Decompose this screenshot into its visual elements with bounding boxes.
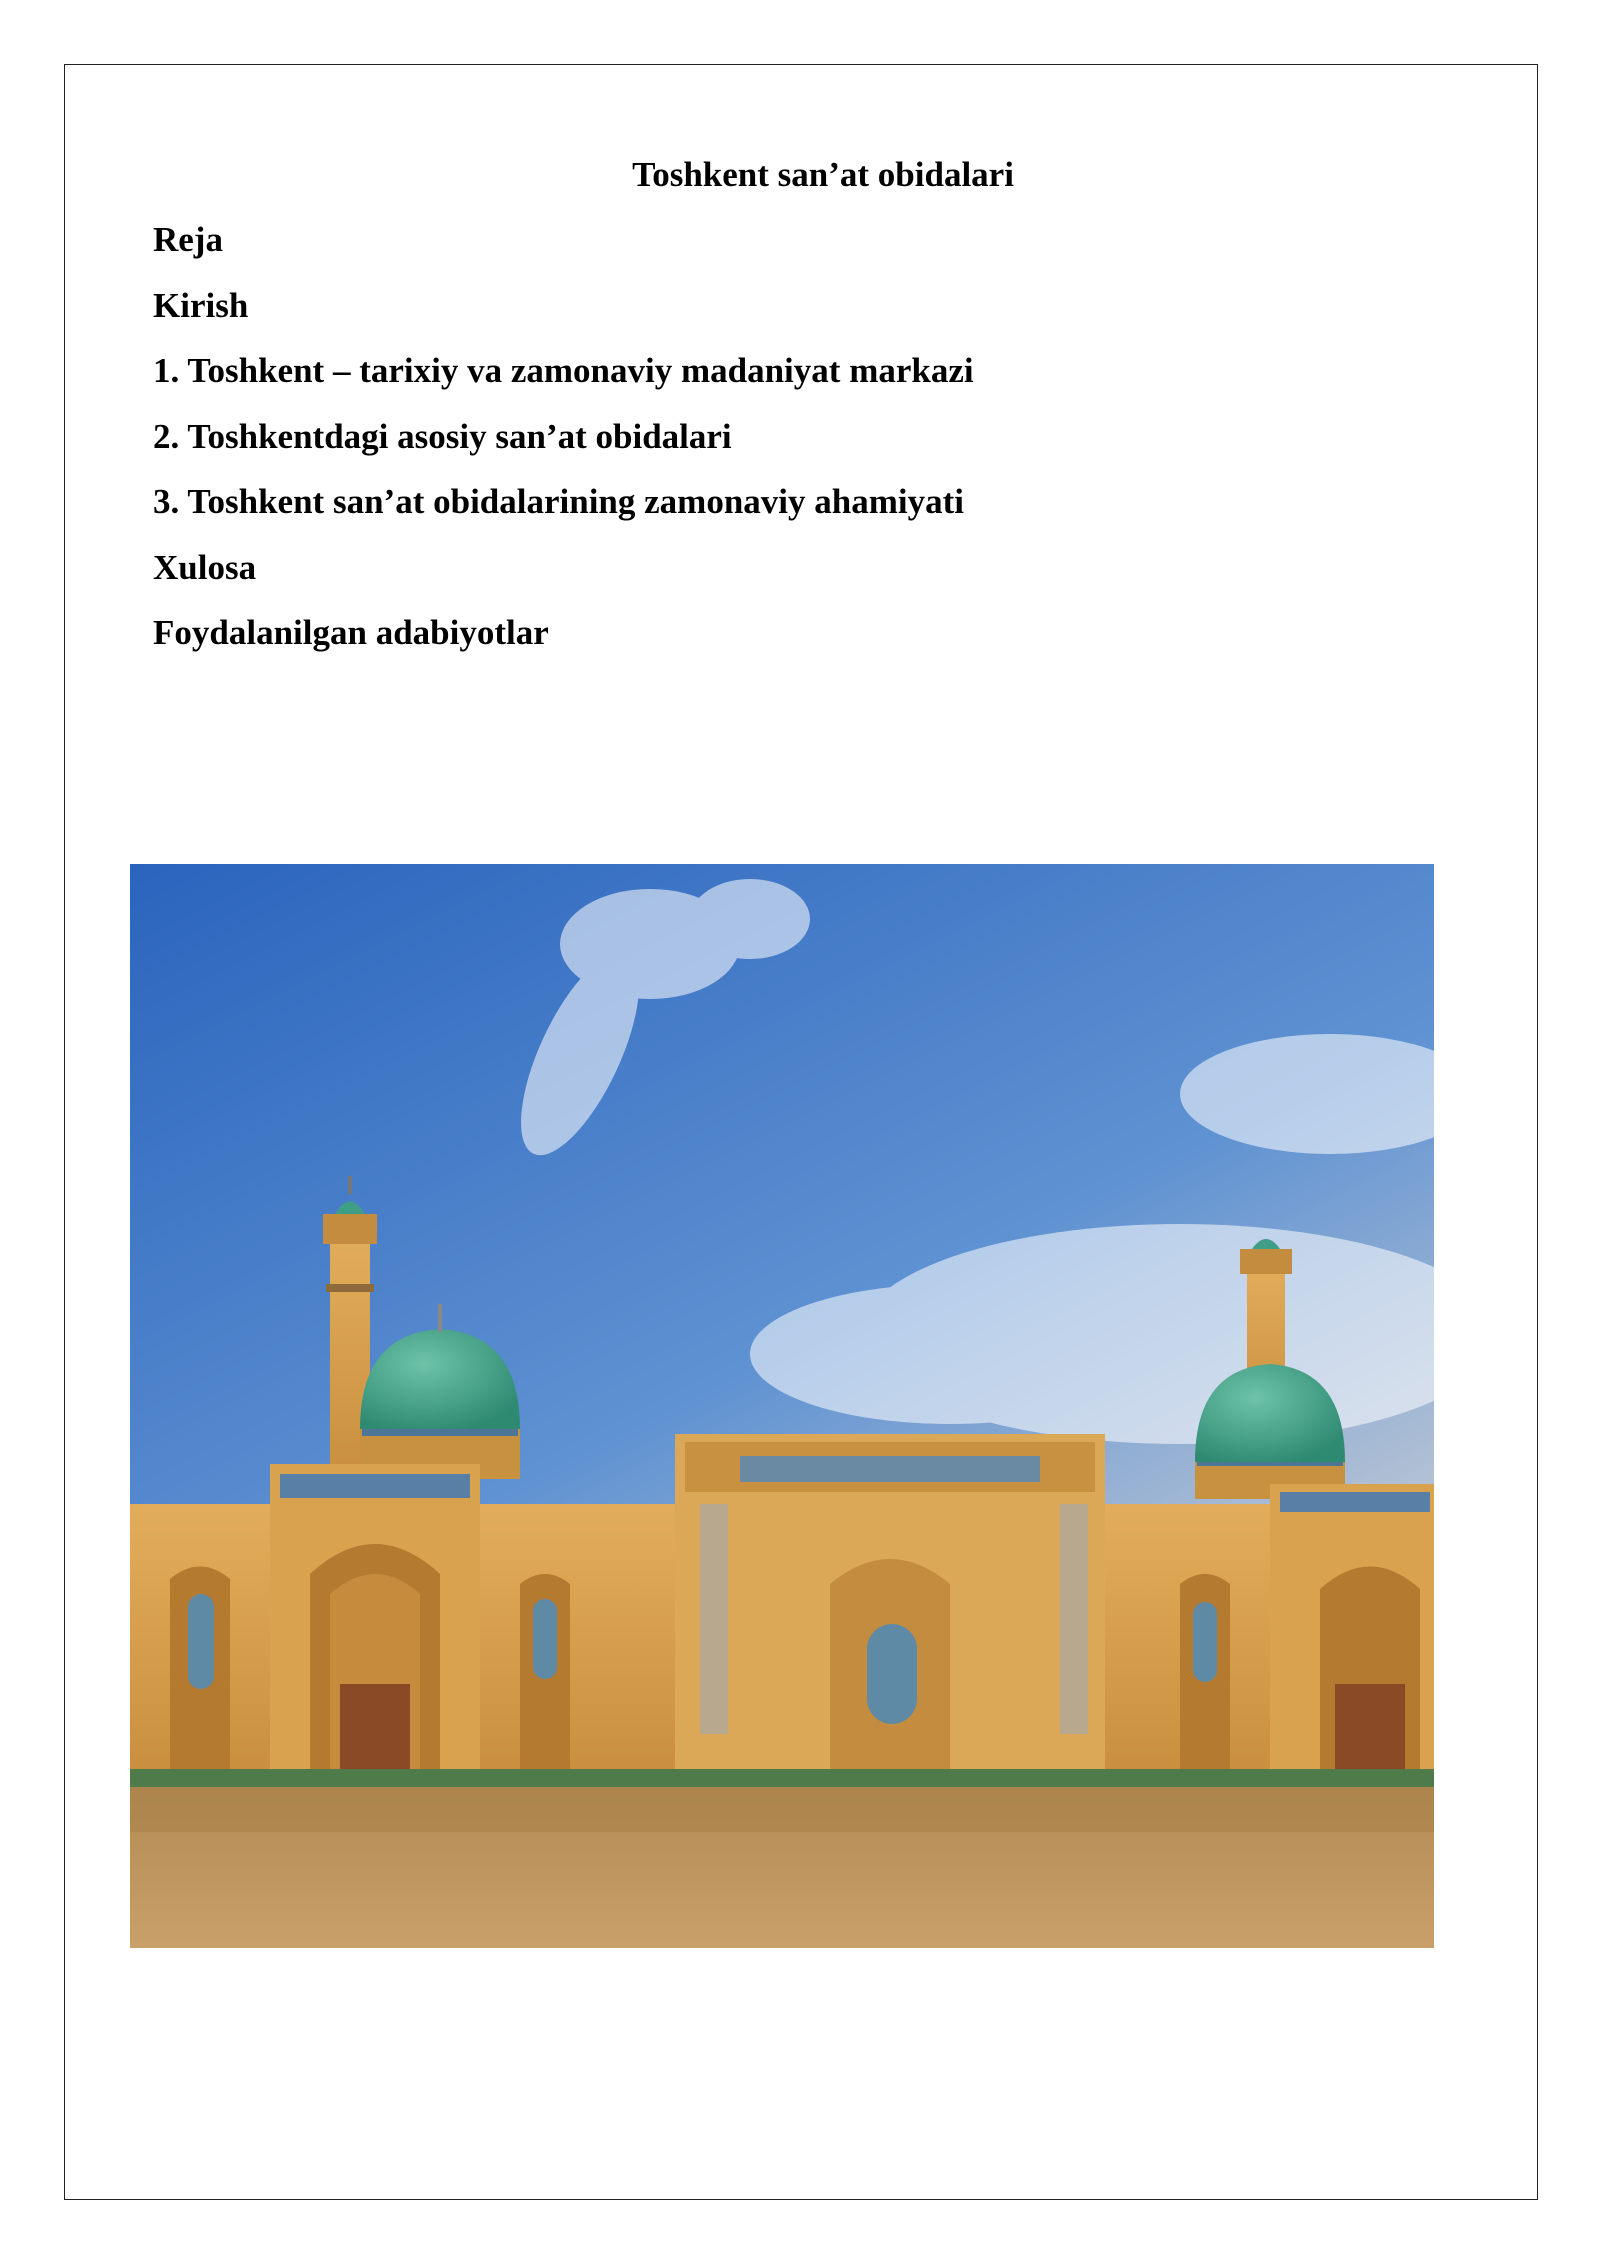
mosque-illustration — [130, 864, 1434, 1948]
plan-item-3: 3. Toshkent san’at obidalarining zamonaviy ahamiyati — [153, 482, 964, 521]
plan-item-1: 1. Toshkent – tarixiy va zamonaviy madaniyat markazi — [153, 351, 974, 390]
plan-item-introduction: Kirish — [153, 285, 249, 325]
plan-item-2: 2. Toshkentdagi asosiy san’at obidalari — [153, 416, 732, 456]
document-title: Toshkent san’at obidalari — [632, 155, 1014, 194]
plan-list — [153, 215, 974, 674]
plan-item-references: Foydalanilgan adabiyotlar — [153, 613, 549, 652]
mosque-photo — [130, 864, 1434, 1948]
plan-heading: Reja — [153, 220, 223, 259]
plan-item-conclusion: Xulosa — [153, 547, 257, 587]
